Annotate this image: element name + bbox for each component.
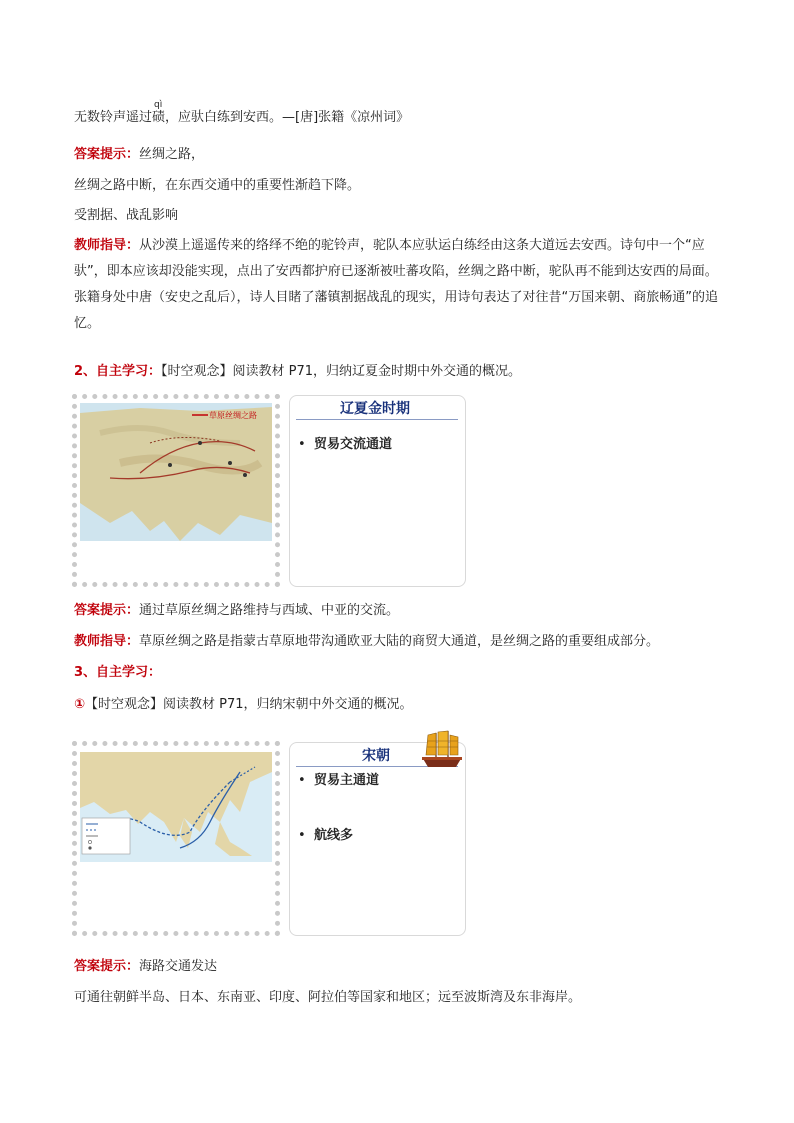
answer-label: 答案提示： [74,147,140,162]
bullet-text: 航线多 [314,828,354,843]
q3-subheading [74,695,413,715]
q2-number: 2、自主学习： [74,364,162,379]
liao-xia-jin-card [289,395,466,587]
ruby-char: 碛 [152,110,166,125]
card-title: 宋朝 [362,748,390,764]
q2-heading-text: 【时空观念】阅读教材 P71，归纳辽夏金时期中外交通的概况。 [161,364,522,379]
bullet-dot: • [298,828,306,843]
q3-heading [74,663,161,683]
q3-answer-line2: 可通往朝鲜半岛、日本、东南亚、印度、阿拉伯等国家和地区；远至波斯湾及东非海岸。 [74,990,582,1005]
poem-ruby [152,100,166,128]
card-title: 辽夏金时期 [340,401,410,417]
teacher-text: 草原丝绸之路是指蒙古草原地带沟通欧亚大陆的商贸大通道，是丝绸之路的重要组成部分。 [139,634,660,649]
teacher-label: 教师指导： [74,634,140,649]
q1-answer-line2: 丝绸之路中断，在东西交通中的重要性渐趋下降。 [74,178,361,193]
q2-heading [74,362,521,382]
q2-answer [74,601,399,621]
bullet-dot: • [298,773,306,788]
card-divider [296,419,458,420]
answer-text: 海路交通发达 [139,959,218,974]
teacher-text: 从沙漠上遥遥传来的络绎不绝的驼铃声，驼队本应驮运白练经由这条大道远去安西。诗句中一个“应驮”，即本应该却没能实现，点出了安西都护府已逐渐被吐蕃攻陷，丝绸之路中断，驼队再不能到达安西的局面。张籍身处中唐（安史之乱后），诗人目睹了藩镇割据战乱的现实，用诗句表达了对往昔“万国来朝、商旅畅通”的追忆。 [74,238,718,331]
q3-sub-text: 【时空观念】阅读教材 P71，归纳宋朝中外交通的概况。 [85,697,413,712]
steppe-map-frame [72,394,280,587]
bullet-text: 贸易主通道 [314,773,380,788]
poem-before: 无数铃声遥过 [74,110,153,125]
q2-teacher-guidance [74,632,659,652]
poem-line [74,100,410,128]
song-maritime-route-map [80,752,272,862]
map-legend-label: 草原丝绸之路 [209,411,257,420]
junk-ship-icon [418,727,466,769]
q3-number: 3、自主学习： [74,665,162,680]
card-bullet [298,824,353,843]
answer-label: 答案提示： [74,603,140,618]
q3-sub-number: ① [74,697,86,712]
song-map-frame [72,741,280,936]
card-bullet [298,769,379,788]
answer-text: 通过草原丝绸之路维持与西域、中亚的交流。 [139,603,400,618]
bullet-dot: • [298,437,306,452]
q1-answer [74,145,204,165]
ruby-pinyin: qì [154,100,163,110]
bullet-text: 贸易交流通道 [314,437,393,452]
card-bullet [298,433,392,452]
steppe-silk-road-map [80,403,272,541]
answer-text: 丝绸之路， [139,147,205,162]
q1-teacher-guidance [74,233,724,337]
poem-after: ，应驮白练到安西。—[唐]张籍《凉州词》 [165,110,410,125]
q3-answer [74,957,217,977]
answer-label: 答案提示： [74,959,140,974]
teacher-label: 教师指导： [74,238,140,253]
q1-answer-line3: 受割据、战乱影响 [74,208,179,223]
